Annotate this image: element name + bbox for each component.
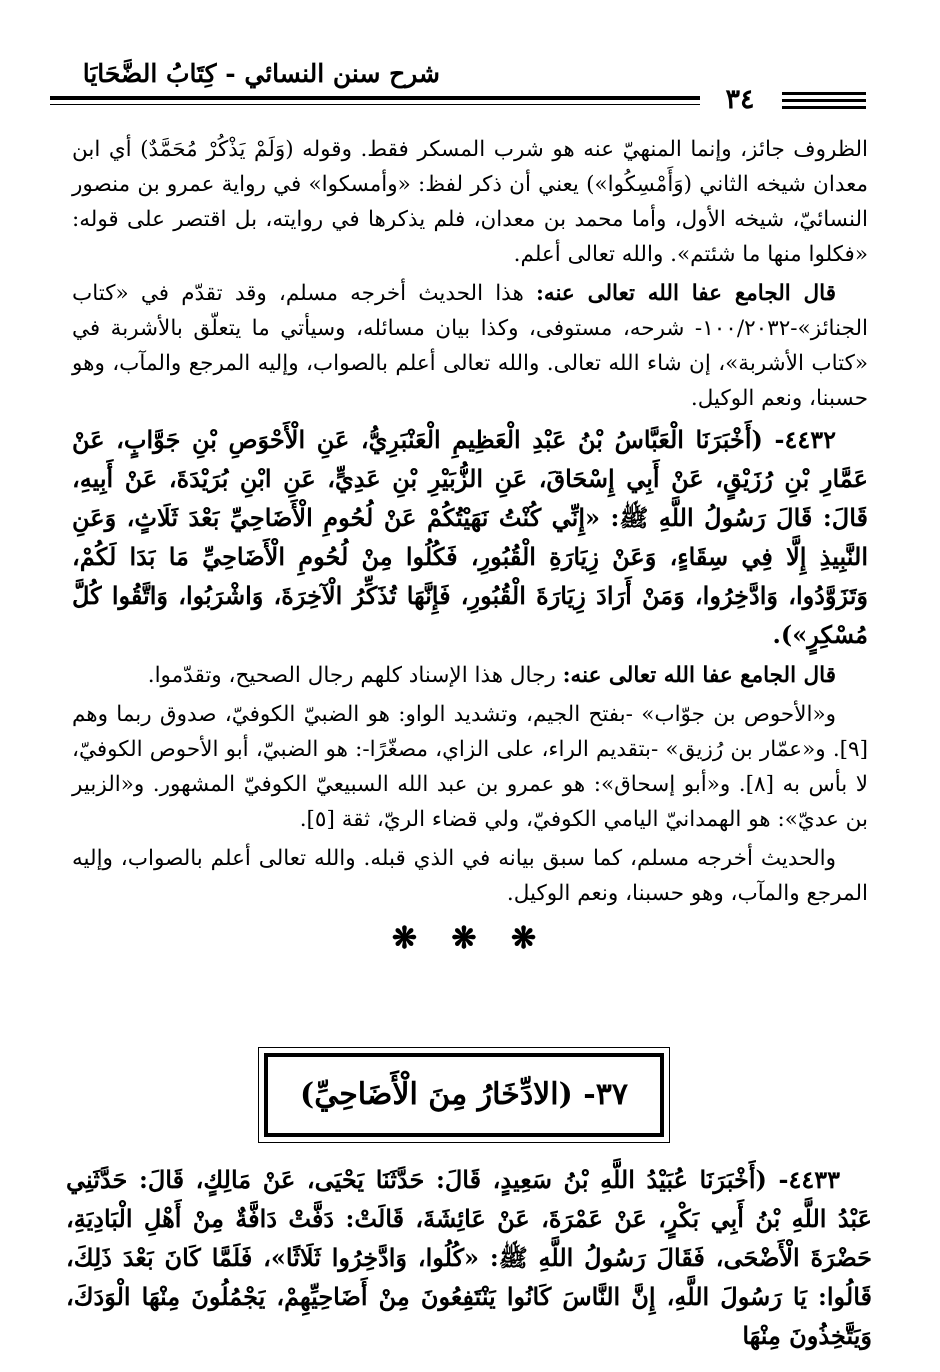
paragraph-text: ٤٤٣٢- (أَخْبَرَنَا الْعَبَّاسُ بْنُ عَبْدِ الْعَظِيمِ الْعَنْبَرِيُّ، عَنِ الْأَحْوَصِ بْنِ جَوَّابٍ، عَنْ عَمَّارِ بْنِ رُزَيْقٍ، عَنْ أَبِي إِسْحَاقَ، عَنِ الزُّبَيْرِ بْنِ عَدِيٍّ، عَنِ ابْنِ بُرَيْدَةَ، عَنْ أَبِيهِ، قَالَ: قَالَ رَسُولُ اللَّهِ ﷺ: «إِنِّي كُنْتُ نَهَيْتُكُمْ عَنْ لُحُومِ الْأَضَاحِيِّ بَعْدَ ثَلَاثٍ، وَعَنِ النَّبِيذِ إِلَّا فِي سِقَاءٍ، وَعَنْ زِيَارَةِ الْقُبُورِ، فَكُلُوا مِنْ لُحُومِ الْأَضَاحِيِّ مَا بَدَا لَكُمْ، وَتَزَوَّدُوا، وَادَّخِرُوا، وَمَنْ أَرَادَ زِيَارَةَ الْقُبُورِ، فَإِنَّهَا تُذَكِّرُ الْآخِرَةَ، وَاشْرَبُوا، وَاتَّقُوا كُلَّ مُسْكِرٍ»).: [72, 425, 868, 649]
header-rule-thin: [50, 104, 700, 105]
commentary-paragraph: [72, 658, 868, 693]
page-number-rule-top: [782, 92, 866, 95]
hadith-text: [66, 1160, 872, 1355]
chapter-heading-frame: [264, 1053, 664, 1137]
running-header-title: شرح سنن النسائي - كِتَابُ الضَّحَايَا: [82, 59, 440, 88]
page-number-rule-middle: [782, 99, 866, 102]
chapter-heading: ٣٧- (الادِّخَارُ مِنَ الْأَضَاحِيِّ): [300, 1077, 628, 1112]
paragraph-text: الظروف جائز، وإنما المنهيّ عنه هو شرب المسكر فقط. وقوله (وَلَمْ يَذْكُرْ مُحَمَّدٌ) أي ابن معدان شيخه الثاني (وَأَمْسِكُوا») يعني أن ذكر لفظ: «وأمسكوا» في رواية عمرو بن منصور النسائيّ، شيخه الأول، وأما محمد بن معدان، فلم يذكرها في روايته، بل اقتصر على قوله: «فكلوا منها ما شئتم». والله تعالى أعلم.: [72, 137, 868, 267]
paragraph-text: رجال هذا الإسناد كلهم رجال الصحيح، وتقدّموا.: [147, 663, 556, 688]
commentary-paragraph: [72, 132, 868, 272]
commentary-paragraph: [72, 276, 868, 416]
chapter-heading-box: [258, 1047, 670, 1143]
paragraph-text: والحديث أخرجه مسلم، كما سبق بيانه في الذي قبله. والله تعالى أعلم بالصواب، وإليه المرجع والمآب، وهو حسبنا، ونعم الوكيل.: [72, 846, 868, 906]
paragraph-text: ٤٤٣٣- (أَخْبَرَنَا عُبَيْدُ اللَّهِ بْنُ سَعِيدٍ، قَالَ: حَدَّثَنَا يَحْيَى، عَنْ مَالِكٍ، قَالَ: حَدَّثَنِي عَبْدُ اللَّهِ بْنُ أَبِي بَكْرٍ، عَنْ عَمْرَةَ، عَنْ عَائِشَةَ، قَالَتْ: دَفَّتْ دَافَّةٌ مِنْ أَهْلِ الْبَادِيَةِ، حَضْرَةَ الْأَضْحَى، فَقَالَ رَسُولُ اللَّهِ ﷺ: «كُلُوا، وَادَّخِرُوا ثَلَاثًا»، فَلَمَّا كَانَ بَعْدَ ذَلِكَ، قَالُوا: يَا رَسُولَ اللَّهِ، إِنَّ النَّاسَ كَانُوا يَنْتَفِعُونَ مِنْ أَضَاحِيِّهِمْ، يَجْمُلُونَ مِنْهَا الْوَدَكَ، وَيَتَّخِذُونَ مِنْهَا: [66, 1165, 872, 1350]
author-label: قال الجامع عفا الله تعالى عنه:: [562, 663, 836, 688]
page-number-rule-bottom: [782, 106, 866, 109]
narrators-paragraph: [72, 697, 868, 837]
author-label: قال الجامع عفا الله تعالى عنه:: [535, 281, 837, 306]
commentary-paragraph: [72, 841, 868, 911]
paragraph-text: هذا الحديث أخرجه مسلم، وقد تقدّم في «كتاب الجنائز»-١٠٠/٢٠٣٢- شرحه، مستوفى، وكذا بيان مسائله، وسيأتي ما يتعلّق بالأشربة في «كتاب الأشربة»، إن شاء الله تعالى. والله تعالى أعلم بالصواب، وإليه المرجع والمآب، وهو حسبنا، ونعم الوكيل.: [72, 281, 868, 411]
page-number: ٣٤: [725, 84, 755, 115]
hadith-text: [72, 420, 868, 654]
section-separator: ❋ ❋ ❋: [391, 921, 549, 956]
bottom-text-column: [66, 1160, 872, 1355]
main-text-column: [72, 132, 868, 959]
paragraph-text: و«الأحوص بن جوّاب» -بفتح الجيم، وتشديد الواو: هو الضبيّ الكوفيّ، صدوق ربما وهم [٩]. و«عمّار بن رُزيق» -بتقديم الراء، على الزاي، مصغّرًا-: هو الضبيّ، أبو الأحوص الكوفيّ، لا بأس به [٨]. و«أبو إسحاق»: هو عمرو بن عبد الله السبيعيّ الكوفيّ المشهور. و«الزبير بن عديّ»: هو الهمدانيّ اليامي الكوفيّ، ولي قضاء الريّ، ثقة [٥].: [72, 702, 868, 832]
header-rule-thick: [50, 96, 700, 100]
